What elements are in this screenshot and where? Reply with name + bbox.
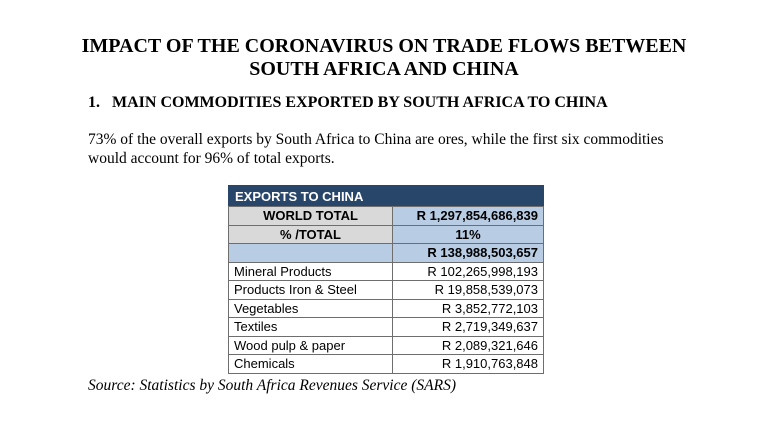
intro-paragraph-line2: would account for 96% of total exports. bbox=[88, 150, 335, 167]
table-row bbox=[229, 262, 544, 281]
table-row-percent-total bbox=[229, 225, 544, 244]
page-title bbox=[0, 35, 768, 81]
table-header-cell: EXPORTS TO CHINA bbox=[229, 186, 544, 207]
section-label: MAIN COMMODITIES EXPORTED BY SOUTH AFRICA TO CHINA bbox=[112, 94, 608, 111]
commodity-label: Wood pulp & paper bbox=[229, 336, 393, 355]
world-total-value: R 1,297,854,686,839 bbox=[393, 207, 544, 226]
commodity-value: R 102,265,998,193 bbox=[393, 262, 544, 281]
commodity-value: R 2,089,321,646 bbox=[393, 336, 544, 355]
percent-total-label: % /TOTAL bbox=[229, 225, 393, 244]
table-row-china-total bbox=[229, 244, 544, 263]
section-heading bbox=[88, 93, 608, 113]
source-citation: Source: Statistics by South Africa Revenues Service (SARS) bbox=[88, 377, 457, 394]
percent-total-value: 11% bbox=[393, 225, 544, 244]
commodity-value: R 3,852,772,103 bbox=[393, 299, 544, 318]
commodity-value: R 2,719,349,637 bbox=[393, 318, 544, 337]
table-row bbox=[229, 281, 544, 300]
commodity-label: Vegetables bbox=[229, 299, 393, 318]
intro-paragraph-line1: 73% of the overall exports by South Africa to China are ores, while the first six commodities bbox=[88, 131, 664, 148]
page-title-line1: IMPACT OF THE CORONAVIRUS ON TRADE FLOWS BETWEEN bbox=[81, 35, 687, 57]
table-row bbox=[229, 336, 544, 355]
china-total-value: R 138,988,503,657 bbox=[393, 244, 544, 263]
page-title-line2: SOUTH AFRICA AND CHINA bbox=[249, 58, 519, 80]
section-number: 1. bbox=[88, 94, 100, 111]
table-row bbox=[229, 355, 544, 374]
commodity-label: Products Iron & Steel bbox=[229, 281, 393, 300]
table-row-world-total bbox=[229, 207, 544, 226]
china-total-label bbox=[229, 244, 393, 263]
exports-to-china-table bbox=[228, 185, 544, 374]
commodity-value: R 1,910,763,848 bbox=[393, 355, 544, 374]
commodity-label: Textiles bbox=[229, 318, 393, 337]
commodity-label: Chemicals bbox=[229, 355, 393, 374]
commodity-value: R 19,858,539,073 bbox=[393, 281, 544, 300]
intro-paragraph bbox=[88, 130, 698, 168]
table-header-row bbox=[229, 186, 544, 207]
table-row bbox=[229, 318, 544, 337]
world-total-label: WORLD TOTAL bbox=[229, 207, 393, 226]
table-row bbox=[229, 299, 544, 318]
commodity-label: Mineral Products bbox=[229, 262, 393, 281]
